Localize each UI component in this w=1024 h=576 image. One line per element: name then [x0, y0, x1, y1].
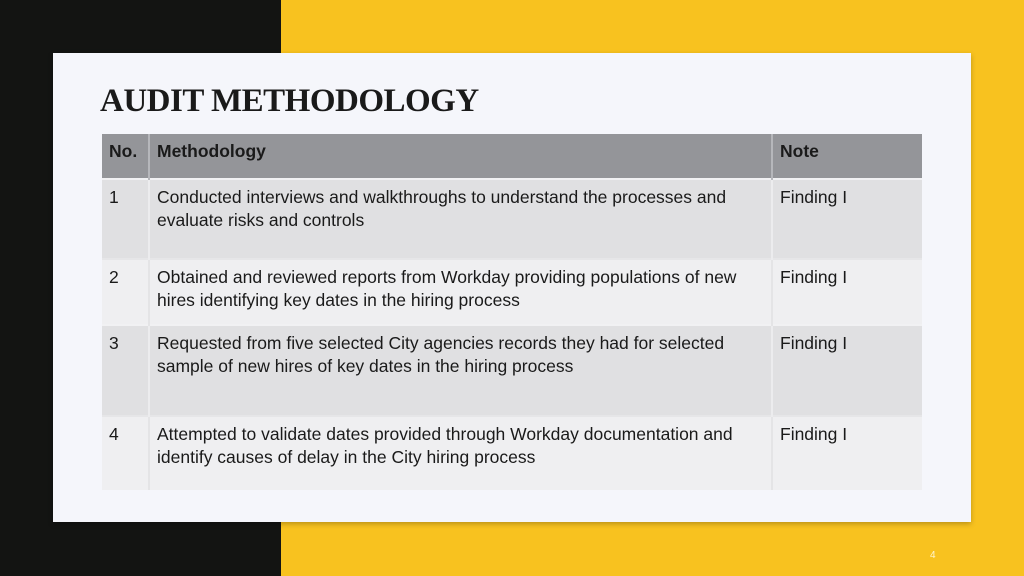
content-card	[53, 53, 971, 522]
page-number: 4	[930, 550, 936, 561]
table-header-row	[102, 134, 922, 179]
cell-note: Finding I	[772, 259, 922, 325]
cell-note: Finding I	[772, 179, 922, 259]
cell-no: 4	[102, 416, 149, 490]
header-methodology: Methodology	[149, 134, 772, 179]
cell-methodology: Obtained and reviewed reports from Workday providing populations of new hires identifying key dates in the hiring process	[149, 259, 772, 325]
header-no: No.	[102, 134, 149, 179]
cell-note: Finding I	[772, 325, 922, 416]
cell-methodology: Attempted to validate dates provided through Workday documentation and identify causes of delay in the City hiring process	[149, 416, 772, 490]
header-note: Note	[772, 134, 922, 179]
cell-no: 3	[102, 325, 149, 416]
slide-title: AUDIT METHODOLOGY	[100, 83, 479, 119]
cell-note: Finding I	[772, 416, 922, 490]
table-row	[102, 416, 922, 490]
cell-no: 1	[102, 179, 149, 259]
table-row	[102, 179, 922, 259]
table-row	[102, 259, 922, 325]
cell-no: 2	[102, 259, 149, 325]
methodology-table	[102, 134, 922, 490]
table-row	[102, 325, 922, 416]
cell-methodology: Requested from five selected City agencies records they had for selected sample of new hires of key dates in the hiring process	[149, 325, 772, 416]
cell-methodology: Conducted interviews and walkthroughs to understand the processes and evaluate risks and controls	[149, 179, 772, 259]
